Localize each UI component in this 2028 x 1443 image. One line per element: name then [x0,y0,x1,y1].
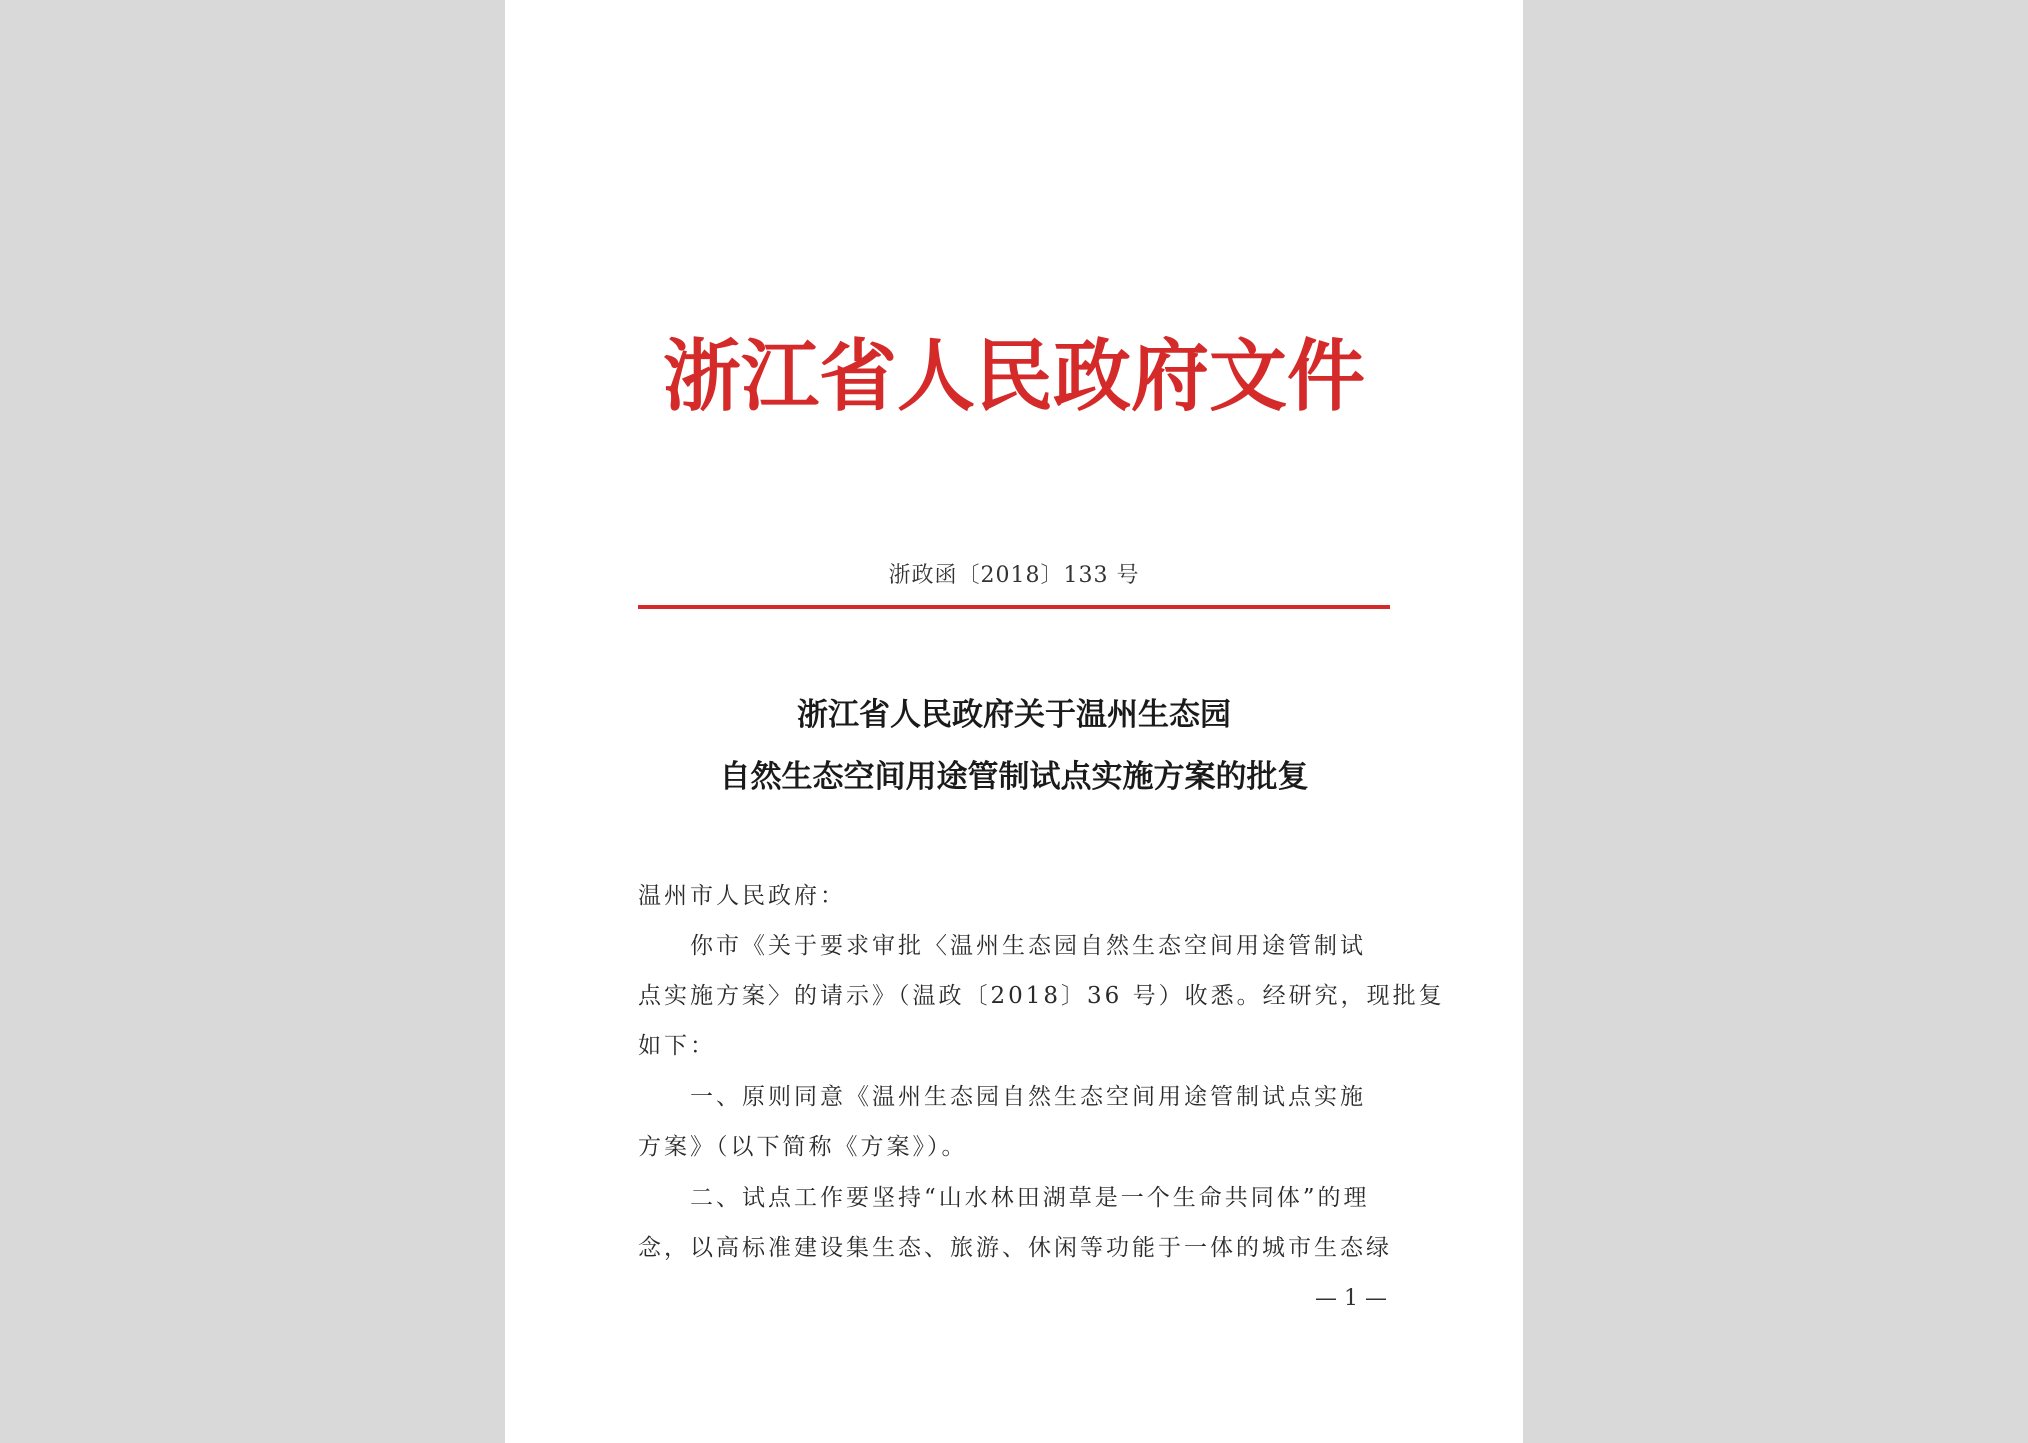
salutation: 温州市人民政府： [638,883,846,909]
document-page [505,0,1523,1443]
body-line: 点实施方案〉的请示》（温政〔2018〕36 号）收悉。经研究，现批复 [638,983,1445,1009]
document-title-line-1: 浙江省人民政府关于温州生态园 [797,697,1231,733]
masthead-title: 浙江省人民政府文件 [662,331,1365,422]
body-line: 二、试点工作要坚持“山水林田湖草是一个生命共同体”的理 [690,1185,1370,1211]
document-title-line-2: 自然生态空间用途管制试点实施方案的批复 [719,759,1309,795]
document-number: 浙政函〔2018〕133 号 [888,563,1140,588]
body-line: 一、原则同意《温州生态园自然生态空间用途管制试点实施 [690,1084,1366,1110]
body-line: 你市《关于要求审批〈温州生态园自然生态空间用途管制试 [690,933,1366,959]
body-line: 念，以高标准建设集生态、旅游、休闲等功能于一体的城市生态绿 [638,1235,1392,1261]
page-number: — 1 — [1315,1286,1387,1311]
body-line: 方案》（以下简称《方案》）。 [638,1134,968,1160]
body-line: 如下： [638,1033,716,1059]
red-divider-line [638,605,1390,609]
